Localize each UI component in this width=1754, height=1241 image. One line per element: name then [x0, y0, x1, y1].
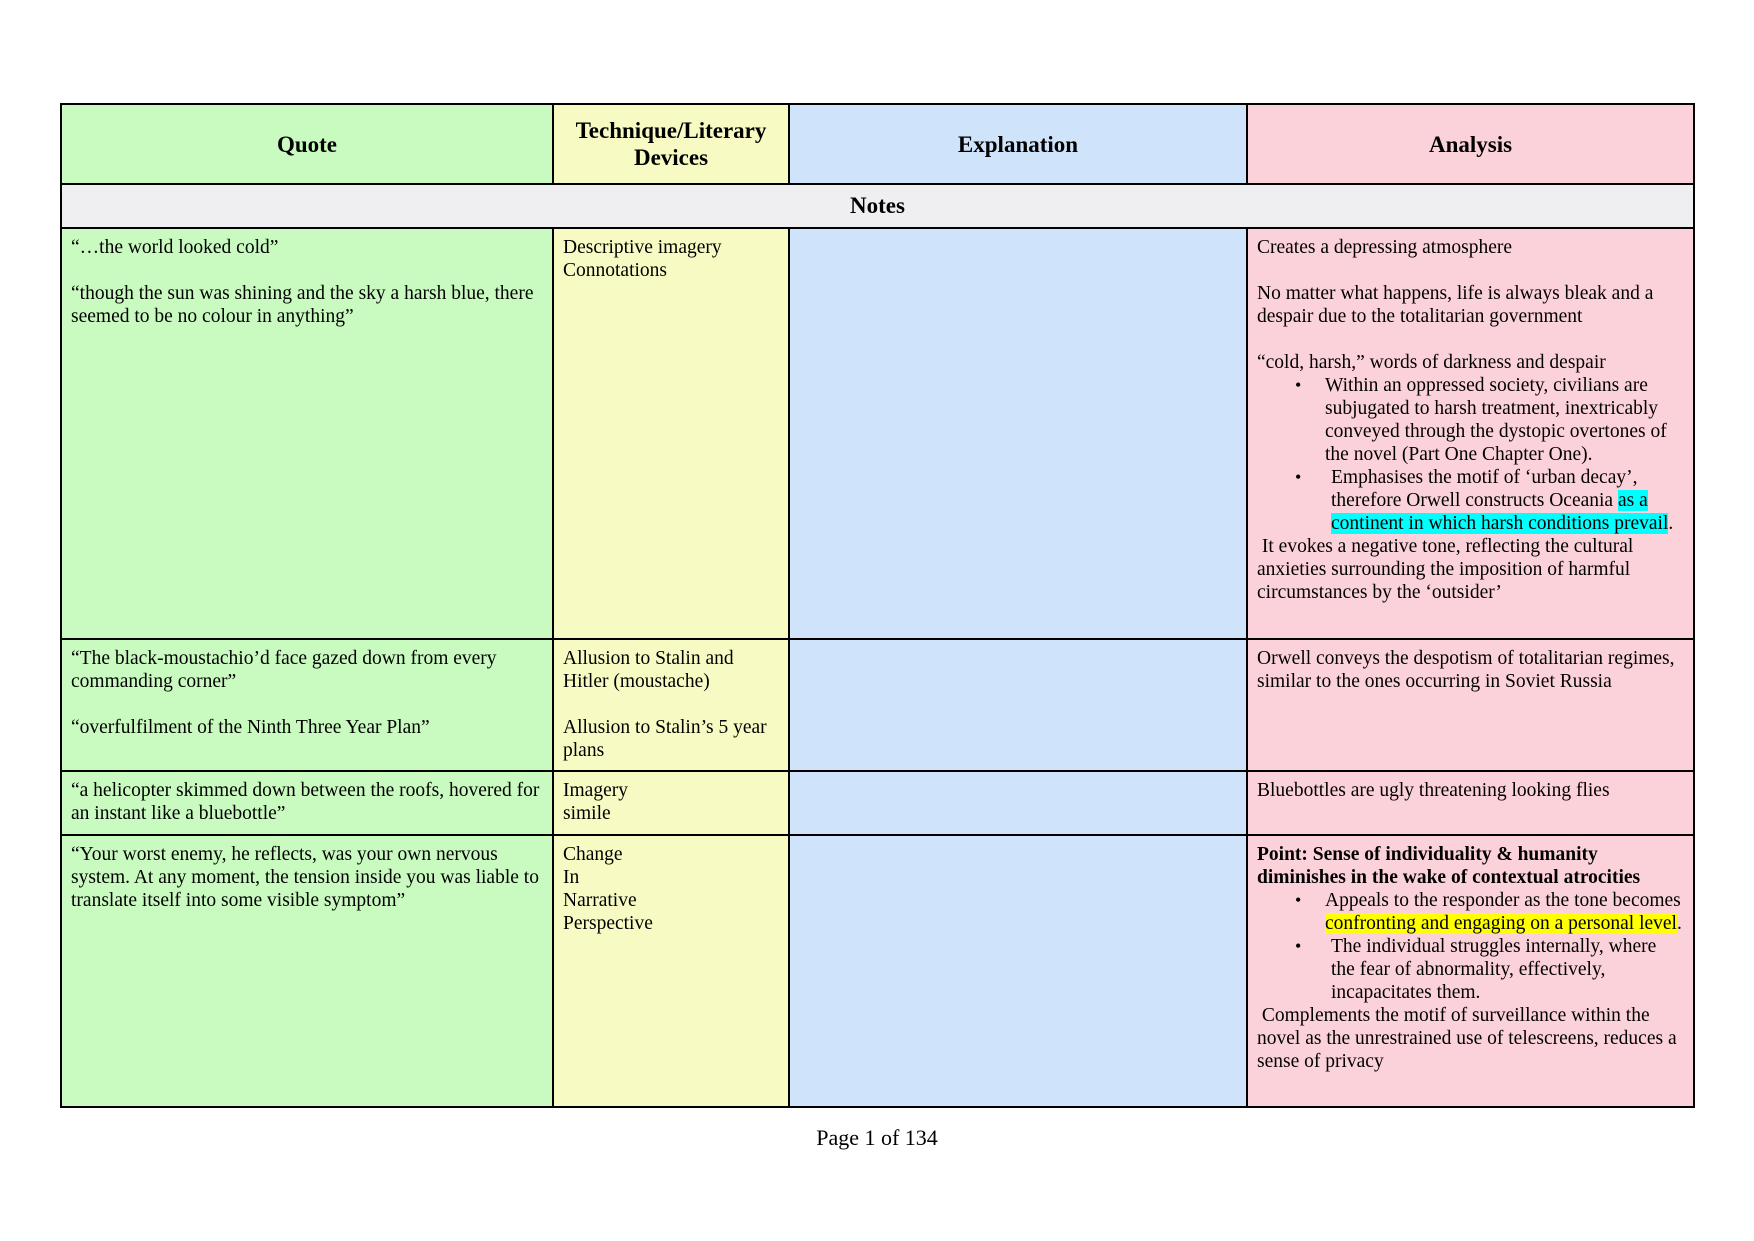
analysis-text: Orwell conveys the despotism of totalitarian regimes, similar to the ones occurring in Soviet Russia: [1257, 648, 1675, 692]
technique-text: Imagery: [563, 780, 628, 801]
technique-text: Allusion to Stalin’s 5 year plans: [563, 717, 767, 761]
analysis-cell: [1247, 639, 1694, 771]
bullet-list: [1257, 374, 1684, 535]
table-row: [61, 835, 1694, 1107]
highlighted-text: as a continent in which harsh conditions prevail: [1331, 490, 1669, 534]
analysis-text: Creates a depressing atmosphere: [1257, 237, 1513, 258]
table-row: [61, 228, 1694, 639]
quote-text: “though the sun was shining and the sky a harsh blue, there seemed to be no colour in anything”: [71, 283, 534, 327]
explanation-cell: [789, 639, 1247, 771]
technique-text: Change: [563, 844, 623, 865]
bullet-item: • The individual struggles internally, where the fear of abnormality, effectively, incapacitates them.: [1325, 935, 1684, 1004]
explanation-cell: [789, 228, 1247, 639]
notes-row: [61, 184, 1694, 228]
page-number: Page 1 of 134: [816, 1125, 938, 1150]
technique-text: Allusion to Stalin and Hitler (moustache): [563, 648, 734, 692]
quote-cell: [61, 228, 553, 639]
header-explanation: Explanation: [789, 104, 1247, 184]
notes-table: [60, 103, 1695, 1108]
quote-text: “a helicopter skimmed down between the roofs, hovered for an instant like a bluebottle”: [71, 780, 540, 824]
explanation-cell: [789, 835, 1247, 1107]
technique-text: In: [563, 867, 580, 888]
technique-text: Narrative: [563, 890, 637, 911]
quote-cell: [61, 835, 553, 1107]
bullet-text: .: [1668, 513, 1674, 534]
analysis-text: Bluebottles are ugly threatening looking flies: [1257, 780, 1610, 801]
quote-text: “Your worst enemy, he reflects, was your own nervous system. At any moment, the tension inside you was liable to translate itself into some visible symptom”: [71, 844, 539, 911]
technique-cell: [553, 771, 789, 835]
analysis-point: Point: Sense of individuality & humanity diminishes in the wake of contextual atrocities: [1257, 844, 1641, 888]
bullet-item: [1325, 889, 1684, 935]
analysis-text: It evokes a negative tone, reflecting the cultural anxieties surrounding the imposition of harmful circumstances by the ‘outsider’: [1257, 536, 1639, 603]
bullet-text: Appeals to the responder as the tone becomes: [1325, 890, 1681, 911]
bullet-item: • Within an oppressed society, civilians are subjugated to harsh treatment, inextricably conveyed through the dystopic overtones of the novel (Part One Chapter One).: [1325, 374, 1684, 466]
highlighted-text: confronting and engaging on a personal level: [1325, 913, 1677, 934]
technique-cell: [553, 835, 789, 1107]
quote-text: “…the world looked cold”: [71, 237, 279, 258]
header-technique: Technique/Literary Devices: [553, 104, 789, 184]
quote-cell: [61, 771, 553, 835]
header-analysis: Analysis: [1247, 104, 1694, 184]
explanation-cell: [789, 771, 1247, 835]
technique-cell: [553, 228, 789, 639]
quote-text: “The black-moustachio’d face gazed down from every commanding corner”: [71, 648, 497, 692]
bullet-item: [1325, 466, 1684, 535]
header-quote: Quote: [61, 104, 553, 184]
technique-cell: [553, 639, 789, 771]
table-row: [61, 639, 1694, 771]
analysis-text: Complements the motif of surveillance within the novel as the unrestrained use of telescreens, reduces a sense of privacy: [1257, 1005, 1682, 1072]
technique-text: Connotations: [563, 260, 668, 281]
quote-text: “overfulfilment of the Ninth Three Year Plan”: [71, 717, 430, 738]
analysis-cell: [1247, 771, 1694, 835]
technique-text: Perspective: [563, 913, 653, 934]
analysis-text: “cold, harsh,” words of darkness and despair: [1257, 352, 1606, 373]
technique-text: Descriptive imagery: [563, 237, 722, 258]
header-row: [61, 104, 1694, 184]
table-row: [61, 771, 1694, 835]
analysis-cell: [1247, 835, 1694, 1107]
bullet-list: [1257, 889, 1684, 1004]
quote-cell: [61, 639, 553, 771]
technique-text: simile: [563, 803, 611, 824]
analysis-cell: [1247, 228, 1694, 639]
bullet-text: Emphasises the motif of ‘urban decay’, therefore Orwell constructs Oceania: [1331, 467, 1638, 511]
bullet-text: .: [1676, 913, 1682, 934]
analysis-text: No matter what happens, life is always bleak and a despair due to the totalitarian government: [1257, 283, 1654, 327]
notes-label: Notes: [61, 184, 1694, 228]
